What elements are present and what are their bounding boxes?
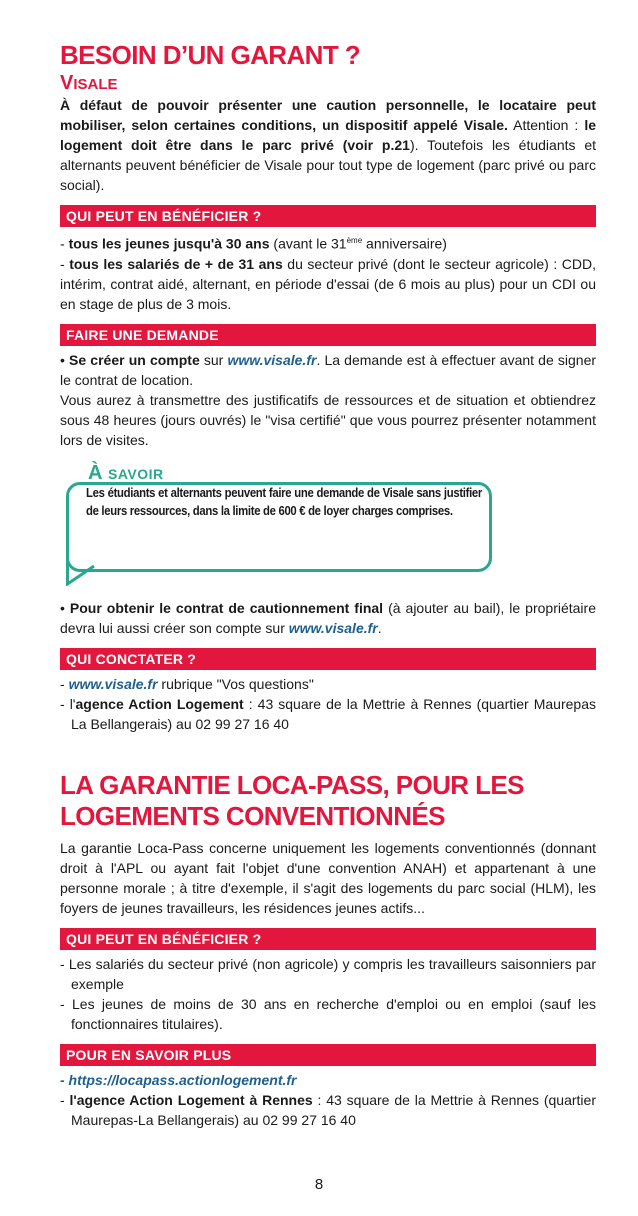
bar-pour-en-savoir-plus: POUR EN SAVOIR PLUS: [60, 1044, 596, 1066]
visale-link[interactable]: www.visale.fr: [288, 619, 378, 636]
list-item: - Les salariés du secteur privé (non agricole) y compris les travailleurs saisonniers par exemple: [60, 955, 596, 992]
visale-link[interactable]: www.visale.fr: [227, 351, 317, 368]
bar-qui-peut-beneficier: QUI PEUT EN BÉNÉFICIER ?: [60, 928, 596, 950]
callout-tail: [66, 552, 96, 586]
callout-title: À SAVOIR: [88, 461, 164, 484]
demande-step-2: Vous aurez à transmettre des justificatifs de ressources et de situation et obtiendrez sous 48 heures (jours ouvrés) le "visa certifié" que vous pourrez présenter notamment lors de visites.: [60, 391, 596, 448]
callout-text: Les étudiants et alternants peuvent faire une demande de Visale sans justifier de leurs ressources, dans la limite de 600 € de loyer charges comprises.: [86, 485, 482, 518]
visale-link[interactable]: www.visale.fr: [68, 675, 158, 692]
bar-qui-peut-beneficier: QUI PEUT EN BÉNÉFICIER ?: [60, 205, 596, 227]
bar-qui-contacter: QUI CONCTATER ?: [60, 648, 596, 670]
intro-locapass: La garantie Loca-Pass concerne uniquement les logements conventionnés (donnant droit à l'APL ou ayant fait l'objet d'une convention ANAH) et appartenant à une personne morale ; à titre d'exemple, il s'agit des logements du parc social (HLM), les foyers de jeunes travailleurs, les résidences jeunes actifs...: [60, 839, 596, 916]
demande-step-1: • Se créer un compte sur www.visale.fr. La demande est à effectuer avant de signer le contrat de location.: [60, 351, 597, 388]
list-item: - l'agence Action Logement : 43 square de la Mettrie à Rennes (quartier Maurepas La Bellangerais) au 02 99 27 16 40: [60, 695, 596, 732]
bar-faire-une-demande: FAIRE UNE DEMANDE: [60, 324, 596, 346]
list-item: - www.visale.fr rubrique "Vos questions": [60, 675, 314, 692]
contrat-cautionnement: • Pour obtenir le contrat de cautionnement final (à ajouter au bail), le propriétaire devra lui aussi créer son compte sur www.visale.fr.: [60, 599, 596, 636]
list-item: - Les jeunes de moins de 30 ans en recherche d'emploi ou en emploi (sauf les fonctionnaires titulaires).: [60, 995, 596, 1032]
list-item: - l'agence Action Logement à Rennes : 43 square de la Mettrie à Rennes (quartier Maurepas-La Bellangerais) au 02 99 27 16 40: [60, 1091, 596, 1128]
subtitle-visale: VISALE: [60, 72, 118, 94]
intro-visale: À défaut de pouvoir présenter une caution personnelle, le locataire peut mobiliser, selon certaines conditions, un dispositif appelé Visale. Attention : le logement doit être dans le parc privé (voir p.21). Toutefois les étudiants et alternants peuvent bénéficier de Visale pour tout type de logement (parc privé ou parc social).: [60, 97, 596, 193]
section-title-locapass: LA GARANTIE LOCA-PASS, POUR LES LOGEMENTS CONVENTIONNÉS: [60, 769, 524, 831]
locapass-link[interactable]: - https://locapass.actionlogement.fr: [60, 1071, 297, 1088]
page-number: 8: [314, 1176, 324, 1193]
a-savoir-callout: [66, 462, 596, 586]
section-title-garant: BESOIN D’UN GARANT ?: [60, 40, 361, 70]
list-item: - tous les jeunes jusqu'à 30 ans (avant le 31ème anniversaire): [60, 235, 447, 252]
list-item: - tous les salariés de + de 31 ans du secteur privé (dont le secteur agricole) : CDD, intérim, contrat aidé, alternant, en période d'essai (de 6 mois au plus) pour un CDI ou en stage de plus de 3 mois.: [60, 255, 596, 312]
page-content: [60, 0, 596, 1130]
